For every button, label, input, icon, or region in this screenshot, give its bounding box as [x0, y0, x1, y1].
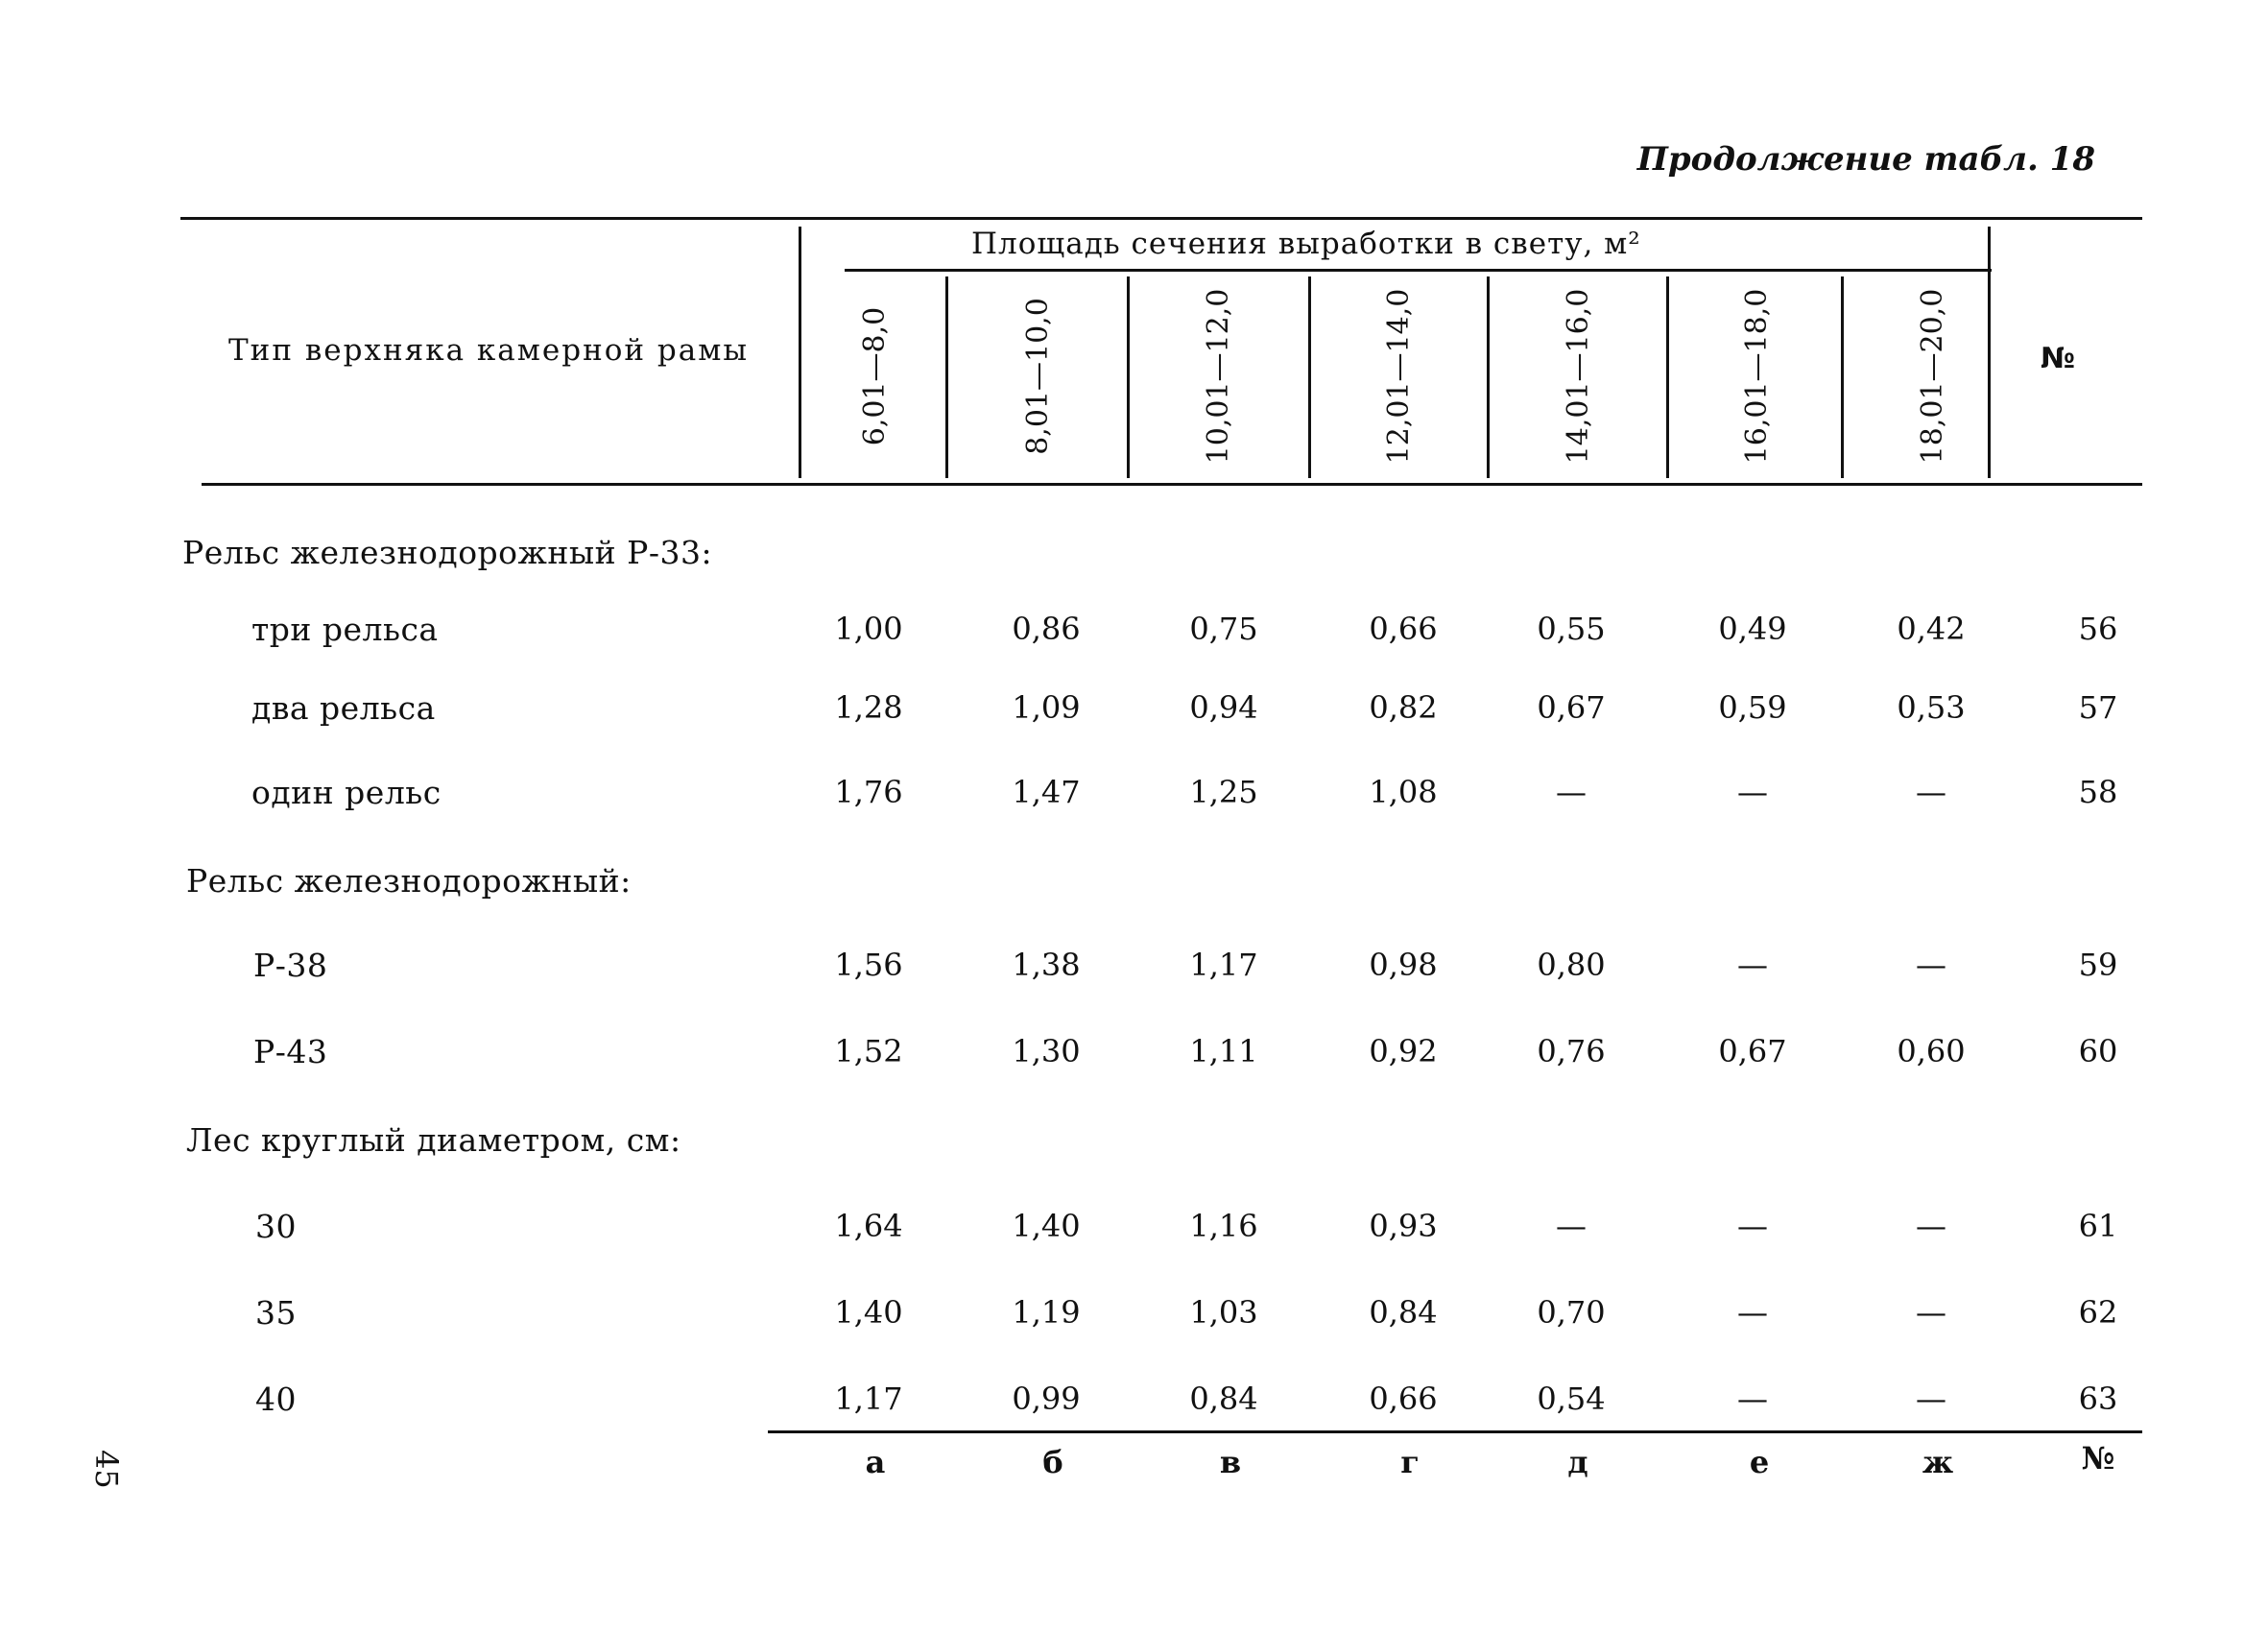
header-bottom-rule [202, 483, 2142, 486]
area-title-underline [845, 269, 1992, 272]
row-label: Р-43 [253, 1033, 328, 1070]
top-rule [180, 217, 2142, 220]
row-number: 62 [2078, 1294, 2118, 1331]
table-cell: — [1737, 774, 1768, 810]
table-cell: 1,17 [1189, 947, 1258, 983]
table-cell: 0,66 [1369, 611, 1438, 647]
table-cell: 0,98 [1369, 947, 1438, 983]
page-number: 45 [88, 1450, 125, 1489]
row-number: 63 [2078, 1381, 2118, 1417]
row-number: 60 [2078, 1033, 2118, 1069]
table-cell: 0,66 [1369, 1381, 1438, 1417]
row-label: 40 [255, 1381, 297, 1418]
table-cell: 0,53 [1897, 689, 1966, 726]
table-cell: 1,08 [1369, 774, 1438, 810]
header-divider [799, 227, 801, 478]
header-divider [945, 276, 948, 478]
row-label: два рельса [251, 689, 436, 727]
table-cell: — [1737, 947, 1768, 983]
row-number: 56 [2078, 611, 2118, 647]
header-divider [1666, 276, 1669, 478]
range-header: 18,01—20,0 [1916, 288, 1949, 465]
row-label: один рельс [251, 774, 442, 811]
column-header-type: Тип верхняка камерной рамы [228, 333, 750, 368]
section-title: Рельс железнодорожный Р-33: [182, 534, 713, 571]
table-cell: 0,84 [1369, 1294, 1438, 1331]
table-cell: 0,86 [1012, 611, 1081, 647]
column-header-area: Площадь сечения выработки в свету, м² [971, 227, 1641, 261]
table-cell: 0,94 [1189, 689, 1258, 726]
table-cell: 0,54 [1537, 1381, 1606, 1417]
table-cell: — [1737, 1381, 1768, 1417]
table-cell: 1,30 [1012, 1033, 1081, 1069]
range-header: 12,01—14,0 [1382, 288, 1416, 465]
table-cell: 1,52 [834, 1033, 903, 1069]
table-cell: 0,60 [1897, 1033, 1966, 1069]
column-letter: ж [1922, 1444, 1954, 1480]
table-cell: — [1556, 1208, 1587, 1244]
table-cell: — [1556, 774, 1587, 810]
row-label: 30 [255, 1208, 297, 1245]
table-cell: 1,64 [834, 1208, 903, 1244]
table-cell: 1,00 [834, 611, 903, 647]
table-cell: 0,55 [1537, 611, 1606, 647]
column-header-number: № [2041, 342, 2076, 375]
table-cell: — [1916, 947, 1946, 983]
row-label: 35 [255, 1294, 297, 1332]
table-caption: Продолжение табл. 18 [1636, 140, 2095, 179]
row-number: 57 [2078, 689, 2118, 726]
section-title: Рельс железнодорожный: [186, 862, 632, 900]
row-label: Р-38 [253, 947, 328, 984]
table-cell: 1,56 [834, 947, 903, 983]
table-cell: 1,03 [1189, 1294, 1258, 1331]
table-cell: 0,82 [1369, 689, 1438, 726]
range-header: 8,01—10,0 [1021, 298, 1055, 455]
table-cell: 0,67 [1718, 1033, 1787, 1069]
row-number: 58 [2078, 774, 2118, 810]
range-header: 10,01—12,0 [1202, 288, 1235, 465]
table-cell: — [1737, 1208, 1768, 1244]
table-cell: 1,11 [1189, 1033, 1258, 1069]
table-cell: 1,40 [834, 1294, 903, 1331]
table-cell: 1,40 [1012, 1208, 1081, 1244]
table-cell: 0,84 [1189, 1381, 1258, 1417]
table-cell: 1,76 [834, 774, 903, 810]
table-cell: 1,25 [1189, 774, 1258, 810]
column-letter: е [1749, 1444, 1770, 1480]
table-cell: 0,67 [1537, 689, 1606, 726]
row-number: 61 [2078, 1208, 2118, 1244]
table-cell: 0,59 [1718, 689, 1787, 726]
range-header: 14,01—16,0 [1562, 288, 1595, 465]
section-title: Лес круглый диаметром, см: [186, 1121, 681, 1159]
row-number: 59 [2078, 947, 2118, 983]
table-cell: 1,28 [834, 689, 903, 726]
header-divider [1988, 227, 1991, 478]
column-letter: б [1042, 1444, 1063, 1480]
table-cell: 1,17 [834, 1381, 903, 1417]
table-cell: 0,92 [1369, 1033, 1438, 1069]
table-cell: 0,99 [1012, 1381, 1081, 1417]
table-cell: — [1916, 1294, 1946, 1331]
header-divider [1487, 276, 1490, 478]
table-cell: 0,70 [1537, 1294, 1606, 1331]
table-cell: 0,93 [1369, 1208, 1438, 1244]
table-cell: 1,19 [1012, 1294, 1081, 1331]
column-letter: а [865, 1444, 886, 1480]
range-header: 16,01—18,0 [1740, 288, 1774, 465]
header-divider [1127, 276, 1130, 478]
bottom-rule [768, 1430, 2142, 1433]
table-cell: 0,42 [1897, 611, 1966, 647]
table-cell: — [1916, 774, 1946, 810]
column-number-label: № [2081, 1440, 2115, 1477]
row-label: три рельса [251, 611, 439, 648]
table-cell: — [1916, 1208, 1946, 1244]
table-cell: 1,38 [1012, 947, 1081, 983]
table-cell: — [1916, 1381, 1946, 1417]
table-cell: 1,16 [1189, 1208, 1258, 1244]
range-header: 6,01—8,0 [858, 306, 892, 446]
table-cell: 0,75 [1189, 611, 1258, 647]
table-cell: 0,49 [1718, 611, 1787, 647]
table-cell: — [1737, 1294, 1768, 1331]
column-letter: д [1567, 1444, 1588, 1480]
table-cell: 0,80 [1537, 947, 1606, 983]
column-letter: г [1400, 1444, 1420, 1480]
column-letter: в [1219, 1444, 1242, 1480]
header-divider [1308, 276, 1311, 478]
header-divider [1841, 276, 1844, 478]
table-cell: 0,76 [1537, 1033, 1606, 1069]
table-cell: 1,09 [1012, 689, 1081, 726]
table-cell: 1,47 [1012, 774, 1081, 810]
